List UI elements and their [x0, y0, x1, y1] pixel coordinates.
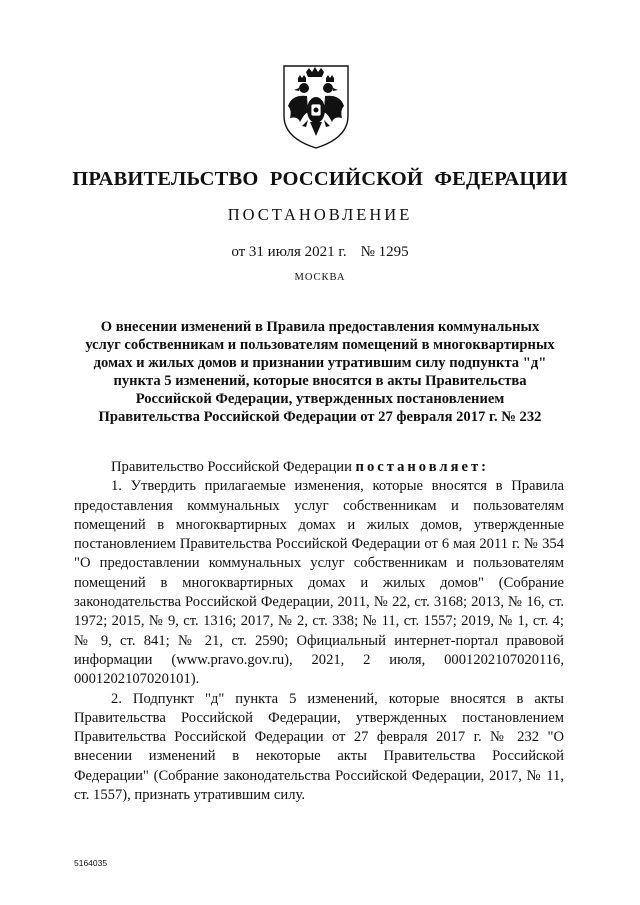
- paragraph-2: 2. Подпункт "д" пункта 5 изменений, которые вносятся в акты Правительства Российской Федерации, утвержденных постановлением Правительства Российской Федерации от 27 февраля 2017 г. № 232 "О внесении изменений в некоторые акты Правительства Российской Федерации" (Собрание законодательства Российской Федерации, 2017, № 11, ст. 1557), признать утратившим силу.: [74, 690, 564, 804]
- city: МОСКВА: [294, 272, 346, 283]
- document-code: 5164035: [74, 858, 108, 868]
- title-line: Российской Федерации, утвержденных постановлением: [135, 391, 505, 407]
- document-type: ПОСТАНОВЛЕНИЕ: [227, 205, 413, 224]
- title-line: пункта 5 изменений, которые вносятся в акты Правительства: [113, 373, 527, 389]
- title-line: услуг собственникам и пользователям помещений в многоквартирных: [85, 337, 555, 353]
- paragraph-1: 1. Утвердить прилагаемые изменения, которые вносятся в Правила предоставления коммунальных услуг собственникам и пользователям помещений в многоквартирных домах и жилых домов, утвержденные постановлением Правительства Российской Федерации от 6 мая 2011 г. № 354 "О предоставлении коммунальных услуг собственникам и пользователям помещений в многоквартирных домах и жилых домов" (Собрание законодательства Российской Федерации, 2011, № 22, ст. 3168; 2013, № 16, ст. 1972; 2015, № 9, ст. 1316; 2017, № 2, ст. 338; № 11, ст. 1557; 2019, № 1, ст. 4; № 9, ст. 841; № 21, ст. 2590; Официальный интернет-портал правовой информации (www.pravo.gov.ru), 2021, 2 июля, 0001202107020116, 0001202107020101).: [74, 478, 564, 688]
- date-line: [0, 244, 640, 261]
- organization-name: ПРАВИТЕЛЬСТВО РОССИЙСКОЙ ФЕДЕРАЦИИ: [72, 168, 568, 190]
- preamble-verb: постановляет:: [355, 459, 489, 475]
- title-line: О внесении изменений в Правила предоставления коммунальных: [100, 319, 540, 335]
- coat-of-arms-icon: [278, 58, 354, 150]
- document-date: от 31 июля 2021 г.: [231, 244, 347, 260]
- title-line: Правительства Российской Федерации от 27 февраля 2017 г. № 232: [98, 409, 542, 425]
- document-number: № 1295: [360, 244, 409, 260]
- document-title: [78, 318, 562, 426]
- preamble-subject: Правительство Российской Федерации: [111, 459, 356, 475]
- preamble: [74, 458, 564, 477]
- document-body: [74, 458, 564, 805]
- title-line: домах и жилых домов и признании утратившим силу подпункта "д": [93, 355, 547, 371]
